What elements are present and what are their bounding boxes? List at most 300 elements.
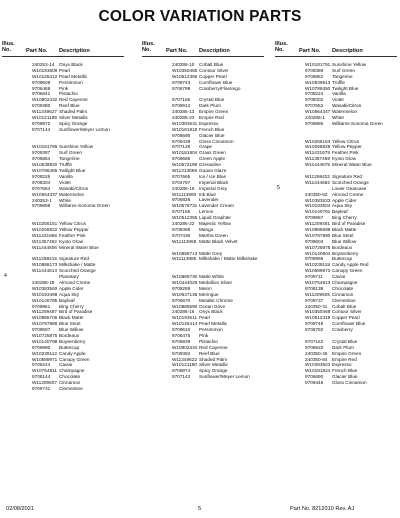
description: Onyx Black [59,62,83,67]
part-number: 240286-13 [172,109,195,115]
part-number: 9706695 [172,132,191,138]
description: Onyx Black [199,309,223,315]
description: Shaded Palm [59,109,88,115]
description: Scorched Orange [332,179,369,185]
part-number: W10181789 [32,144,58,150]
part-number: W10383560 [32,285,58,291]
part-number: W10512319 [305,315,331,321]
table-row [2,127,134,139]
part-number: W10255151 [32,221,58,227]
description: Matte White [199,274,225,280]
part-number: W10564347 [305,109,331,115]
part-number: W10885698 [305,226,331,232]
part-number: 9709867 [305,215,324,221]
part-number: W10787890 [305,232,331,238]
description: Copper Pearl [332,315,360,321]
part-number: W11298422 [305,173,330,179]
part-number: W11209505 [305,291,330,297]
description: Surf Green [59,150,82,156]
description: Blue Willow [59,327,84,333]
description: Cranberry [332,327,353,333]
description: Tangerine [332,73,353,79]
description: Espresso [332,362,352,368]
part-number: 9709737 [305,297,324,303]
part-number: 9709445 [305,380,324,386]
part-number: 9707155 [172,209,191,215]
description: Empire Red [199,115,224,121]
description: Signature Red [332,173,362,179]
illus-header: Illus. [275,41,288,47]
description: Gloss Cinnamon [199,138,234,144]
description: Boysenberry [332,250,359,256]
description: Persimmon [199,327,223,333]
description: Glacier Blue [199,132,225,138]
part-number: W10181818 [172,126,198,132]
description: Cornflower Blue [199,79,233,85]
part-number: W10885706 [32,315,58,321]
part-number: 9707129 [172,144,191,150]
part-number: 240286-19 [172,185,195,191]
table-row [275,162,400,168]
description: Bordeaux [332,244,353,250]
description: Watermelon [59,191,85,197]
part-number: W10788450 [305,85,331,91]
part-number: 9707142 [172,374,191,380]
part-number: W10885730 [172,274,198,280]
description: Yellow Citrus [332,138,359,144]
part-number: W10181804 [172,150,198,156]
description: Tangerine [59,156,80,162]
part-number: 9707665 [172,173,191,179]
description: Reef Blue [59,103,80,109]
part-number: W11431666 [32,232,57,238]
description: Surf Green [332,67,355,73]
part-number: 9708289 [172,285,191,291]
part-number: 9706469 [32,85,51,91]
part-number: 240286-23 [172,115,195,121]
page-number: 5 [198,506,202,512]
part-number: W11113868 [172,238,197,244]
part-number: 9708872 [32,120,51,126]
description: Candy Apple [59,350,86,356]
part-number: W10350465 [172,67,198,73]
part-number: 9709990 [32,344,51,350]
part-number: 9709597 [32,327,51,333]
part-number: W10444029 [172,279,198,285]
part-number: W11209507 [32,380,57,386]
part-number: W10181791 [305,62,331,67]
table-row [275,121,400,133]
part-number: 9707166 [172,97,191,103]
part-number: 9707144 [32,126,51,132]
header-rule [2,56,124,57]
no-header: No. [2,46,12,53]
part-number: W10589971 [32,356,58,362]
description: Ocean Drive [199,303,226,309]
description: Violet [59,179,71,185]
part-number: W11357462 [32,238,57,244]
description: Black Matte [332,226,357,232]
part-number: 9709749 [305,321,324,327]
part-number: 9707652 [305,103,324,109]
description: Kyoto Glow [59,238,83,244]
description: Bordeaux [59,333,80,338]
part-number: 9709608 [32,79,51,85]
parts-table [2,40,400,480]
part-number: W10787888 [32,321,58,327]
part-number: 240350-84 [305,356,328,362]
part-number: 240286-1 [305,115,325,121]
description: Planetary [59,274,79,280]
description: Ink Blue [199,191,216,197]
part-number: 9708920 [305,344,324,350]
description: Bing Cherry [59,303,84,309]
part-number: 240286-10 [172,62,195,67]
description-header: Description [59,48,90,54]
description: Canopy Green [59,356,90,362]
description: Contour Silver [199,67,229,73]
description: Feather Pink [332,150,359,156]
part-number: 9709731 [32,386,51,392]
part-number: W10572189 [172,162,198,168]
part-number: 9708138 [305,285,324,291]
part-number: W10193498 [32,291,58,297]
column-2 [142,40,274,386]
part-number: W10140785 [32,297,58,303]
description: Almond Creme [332,191,364,197]
description: Spicy Orange [59,120,88,126]
part-number: W11444682 [305,179,330,185]
part-number: 9709387 [32,150,51,156]
part-number: 9706792 [305,327,324,333]
description: Milkshake / Matte [59,262,96,268]
description: Yellow Pepper [59,226,89,232]
description: Red Cayenne [59,97,88,103]
part-number: W10885690 [172,303,198,309]
description: Matte Grey [199,250,223,256]
column-header [2,40,134,62]
part-number: W10239118 [305,262,330,268]
description: Persimmon [59,79,83,85]
description: Yellow Citrus [59,221,86,227]
table-row [2,203,134,215]
description: Yellow Pepper [332,144,362,150]
description: Mineral Water Blue [59,244,99,250]
part-number: 9709685 [172,156,191,162]
part-number: W10754813 [305,279,331,285]
description: Cobalt Blue [332,303,357,309]
rows [142,62,274,386]
description: Scorched Orange [59,268,96,274]
description: Cobalt Blue [199,62,224,67]
illus-no: 4 [4,273,7,280]
description: Green Apple [199,156,226,162]
part-number: 9707162 [305,338,324,344]
description: Wasabi/Citron [59,185,89,191]
description: Silver Metallic [59,115,88,121]
part-number: 9709711 [305,274,323,280]
header-rule [275,56,397,57]
illus-header: Illus. [2,41,15,47]
description: Buttercup [59,344,80,350]
description: Sunflower/Meyer Lemon [59,126,110,132]
footer-part-number: Part No. 8212010 Rev. AJ [290,506,355,512]
part-number: 240286-22 [172,221,195,227]
part-number: W10126414 [172,321,198,327]
description: Boysenberry [59,338,86,344]
description: Sunshine Yellow [59,144,94,150]
description: Shaded Palm [199,356,228,362]
description: Red Cayenne [199,344,228,350]
part-number: 9707654 [32,185,51,191]
part-number: 9709996 [305,256,324,262]
part-number: 9706826 [172,197,191,203]
part-number: 9709439 [172,138,191,144]
description: Signature Red [59,256,89,262]
description: Cinnamon [332,291,354,297]
description: Williams-Sonoma Green [59,203,110,209]
description: Clementine [332,297,356,303]
part-number: W10802432 [32,97,58,103]
part-number: W11444675 [305,162,330,168]
description: Crystal Blue [332,338,358,344]
description: Grass Green [199,150,226,156]
part-number: W10268829 [305,144,331,150]
description: Contour Silver [332,309,362,315]
part-number: W10268822 [32,226,58,232]
part-number: W10637136 [172,291,198,297]
part-number: W10121188 [32,115,57,121]
description: Spicy Orange [199,368,228,374]
part-number: W10350469 [305,309,331,315]
part-number: W10140798 [32,338,58,344]
description: Pistachio [199,338,219,344]
description: Champagne [332,279,358,285]
description: Empire Red [332,356,357,362]
column-header [275,40,400,62]
part-number: 9706475 [172,332,191,338]
part-number: 9708304 [32,179,51,185]
description: Vanilla [59,173,73,179]
description: White [59,197,71,203]
description: Truffle [332,79,346,85]
footer-date: 02/08/2021 [6,506,34,512]
no-header: No. [275,46,285,53]
description: Lower Gearcase [332,185,367,191]
part-number: W10754811 [32,368,57,374]
part-number: W10255153 [305,138,331,144]
part-number: 9709382 [172,350,191,356]
description: Metallic Chrome [199,297,233,303]
rows [2,62,134,392]
header-rule [142,56,264,57]
description: Cornflower Blue [332,321,366,327]
table-row [2,245,134,251]
part-number: W11431675 [305,150,330,156]
part-number: W10383623 [305,362,331,368]
description: French Blue [332,368,358,374]
description: Apple Cider [332,197,357,203]
part-number: W10589973 [305,268,331,274]
part-number: W10802434 [172,344,198,350]
column-3 [275,40,400,386]
description: Almond Creme [59,279,91,285]
description: Twilight Blue [59,168,86,174]
part-number: 9706854 [32,156,51,162]
description: Bird of Paradise [332,221,366,227]
part-number: W11209487 [32,309,57,315]
part-number: 240286-16 [172,309,195,315]
part-number: 9708224 [305,91,324,97]
part-number: 9708144 [32,374,51,380]
description-header: Description [332,48,363,54]
description: Williams-Sonoma Green [332,120,383,126]
part-number: W10512355 [172,215,198,221]
description: Cinnamon [59,380,81,386]
description: Sunshine Yellow [332,62,367,67]
description: Violet [332,97,344,103]
description: Espresso [199,120,219,126]
description: Lemon [199,209,214,215]
part-number: W10140791 [305,209,331,215]
table-row [2,386,134,392]
part-number: W10140804 [305,250,331,256]
part-no-header: Part No. [26,48,48,54]
description: Majestic Yellow [199,221,231,227]
part-number: W11313669 [172,168,197,174]
description: Clementine [59,386,83,392]
part-number: W10193504 [305,203,331,209]
description: Champagne [59,368,85,374]
description: Melon [199,285,212,291]
description: Blue Willow [332,238,357,244]
part-number: 9709861 [32,303,51,309]
description: Copper Pearl [199,73,227,79]
part-number: 9709395 [172,226,191,232]
part-number: 240286-18 [32,279,55,285]
description: Aqua Sky [59,291,80,297]
description: Watermelon [332,109,358,115]
part-number: 9707436 [172,232,191,238]
description: Pearl [59,67,70,73]
part-number: 9708914 [172,103,191,109]
part-number: 240350-31 [305,303,328,309]
description: Empire Green [199,109,229,115]
part-number: W10383533 [305,197,331,203]
part-number: 9709603 [305,238,324,244]
description: Feather Pink [59,232,86,238]
part-number: W11349627 [32,109,57,115]
description: Imperial Grey [199,185,228,191]
no-header: No. [142,46,152,53]
part-number: W11444606 [32,244,57,250]
table-row [142,239,274,245]
part-number: W10193511 [172,315,197,321]
table-row [275,327,400,333]
table-row [142,374,274,386]
part-number: W10885713 [172,250,198,256]
description: Cranberry/Flamingo [199,85,241,91]
part-number: W11113890 [172,191,197,197]
description: Mineral Water Blue [332,162,372,168]
description: Dark Plum [332,344,354,350]
description: Chocolate [59,374,81,380]
part-number: W10239112 [32,350,57,356]
page-title: COLOR VARIATION PARTS [98,8,302,25]
part-number: 240253-1 [32,197,52,203]
part-number: W10383631 [172,120,198,126]
description: Mango [199,226,214,232]
table-row [275,380,400,386]
part-number: W11349622 [172,356,197,362]
part-number: W10193509 [32,67,58,73]
description: Dark Plum [199,103,221,109]
part-number: W10725875 [32,333,58,338]
part-number: 9706670 [172,297,191,303]
description: Imperial Black [199,179,229,185]
description: Meringue [199,291,219,297]
description: Silver Metallic [199,362,228,368]
part-number: 9709610 [172,327,191,333]
part-number: W11357469 [305,156,330,162]
column-header [142,40,274,62]
part-number: 9709886 [305,120,324,126]
description: Kyoto Glow [332,156,356,162]
description: Wasabi/Citron [332,103,362,109]
part-number: W10539813 [305,79,331,85]
description: Sunflower/Meyer Lemon [199,374,250,380]
part-number: W10886173 [32,262,58,268]
part-number: 240253-14 [32,62,55,67]
part-number: W11113886 [172,256,197,262]
part-number: 9706839 [172,338,191,344]
description: Truffle [59,162,73,168]
part-number: 9708302 [305,97,324,103]
description: Martha Green [199,232,228,238]
description: Twilight Blue [332,85,359,91]
description: Bird of Paradise [59,309,93,315]
part-number: 9706690 [305,374,324,380]
part-number: W11444613 [32,268,57,274]
part-number: 9706852 [305,73,324,79]
part-number: 9706799 [172,85,191,91]
description: Guava Glaze [199,168,227,174]
description: Caviar [59,362,73,368]
description: Glacier Blue [332,374,358,380]
description: Aqua Sky [332,203,353,209]
description: Pistachio [59,91,79,97]
part-no-header: Part No. [166,48,188,54]
description: Milkshake / Matte Milkshake [199,256,258,262]
table-row [142,86,274,92]
part-number: 9708874 [172,368,191,374]
description: Blue Steel [332,232,354,238]
description: Bing Cherry [332,215,357,221]
description: Matte Black Velvet [199,238,238,244]
column-1 [2,40,134,392]
description-header: Description [199,48,230,54]
description: Vanilla [332,91,346,97]
description: Bayleaf [59,297,75,303]
description: Candy Apple Red [332,262,369,268]
description: Black Matte [59,315,84,321]
part-number: 9709380 [32,103,51,109]
description: Empire Green [332,350,362,356]
part-number: W10181824 [305,368,331,374]
description: Grape [199,144,213,150]
description: Ice / Ice Blue [199,173,227,179]
part-number: 9709389 [305,67,324,73]
